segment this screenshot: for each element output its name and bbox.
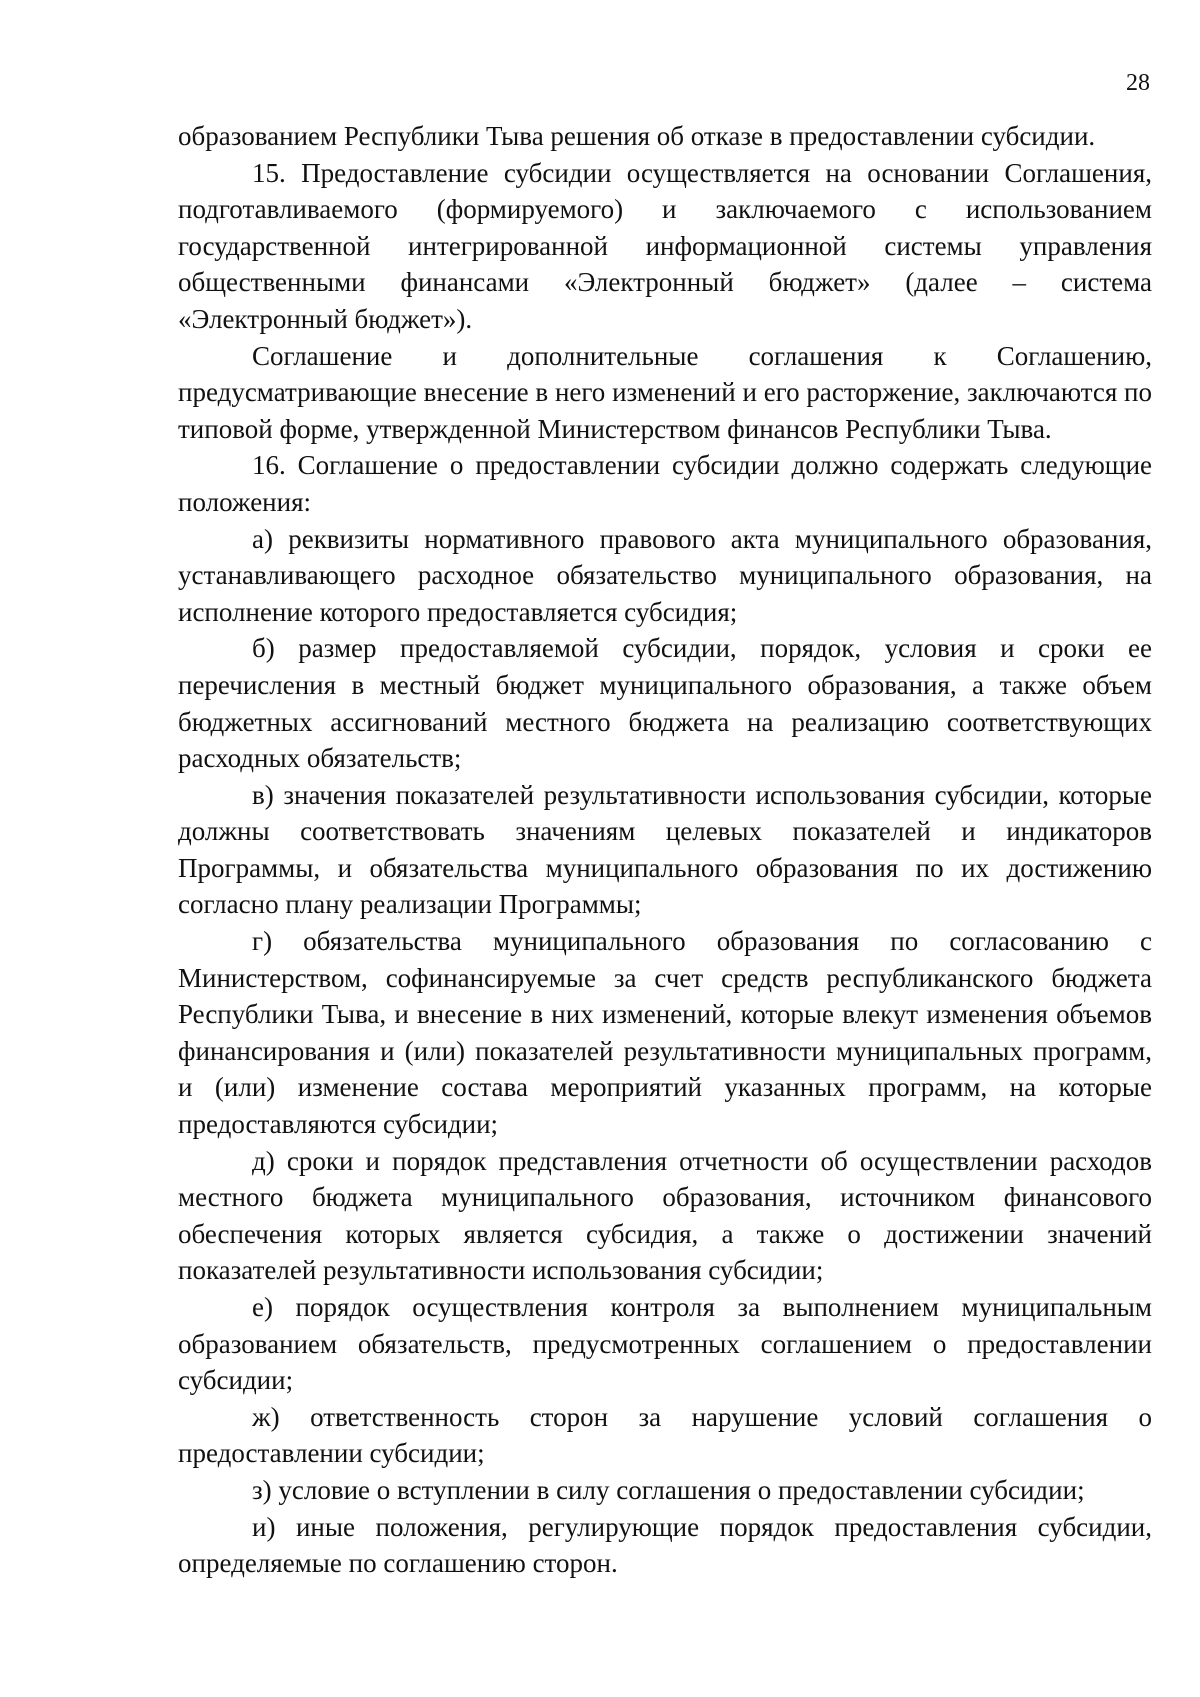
list-item-d: д) сроки и порядок представления отчетности об осуществлении расходов местного бюджета муниципального образования, источником финансового обеспечения которых является субсидия, а также о достижении значений показателей результативности использования субсидии; <box>178 1145 1152 1286</box>
page-number: 28 <box>1126 70 1150 96</box>
list-item-i: и) иные положения, регулирующие порядок предоставления субсидии, определяемые по соглашению сторон. <box>178 1511 1152 1579</box>
list-item-z: з) условие о вступлении в силу соглашения о предоставлении субсидии; <box>252 1474 1085 1505</box>
paragraph-continuation: образованием Республики Тыва решения об отказе в предоставлении субсидии. <box>178 121 1096 151</box>
paragraph-clause-15: 15. Предоставление субсидии осуществляется на основании Соглашения, подготавливаемого (формируемого) и заключаемого с использованием государственной интегрированной информационной системы управления общественными финансами «Электронный бюджет» (далее – система «Электронный бюджет»). <box>178 157 1152 334</box>
list-item-v: в) значения показателей результативности использования субсидии, которые должны соответствовать значениям целевых показателей и индикаторов Программы, и обязательства муниципального образования по их достижению согласно плану реализации Программы; <box>178 779 1152 920</box>
list-item-e: е) порядок осуществления контроля за выполнением муниципальным образованием обязательств, предусмотренных соглашением о предоставлении субсидии; <box>178 1292 1152 1396</box>
paragraph-clause-16: 16. Соглашение о предоставлении субсидии должно содержать следующие положения: <box>178 450 1152 517</box>
list-item-b: б) размер предоставляемой субсидии, порядок, условия и сроки ее перечисления в местный бюджет муниципального образования, а также объем бюджетных ассигнований местного бюджета на реализацию соответствующих расходных обязательств; <box>178 633 1152 774</box>
document-body <box>178 118 1152 1582</box>
list-item-a: а) реквизиты нормативного правового акта муниципального образования, устанавливающего расходное обязательство муниципального образования, на исполнение которого предоставляется субсидия; <box>178 523 1152 627</box>
paragraph-agreement-form: Соглашение и дополнительные соглашения к Соглашению, предусматривающие внесение в него изменений и его расторжение, заключаются по типовой форме, утвержденной Министерством финансов Республики Тыва. <box>178 340 1152 444</box>
list-item-zh: ж) ответственность сторон за нарушение условий соглашения о предоставлении субсидии; <box>178 1401 1152 1469</box>
list-item-g: г) обязательства муниципального образования по согласованию с Министерством, софинансируемые за счет средств республиканского бюджета Республики Тыва, и внесение в них изменений, которые влекут изменения объемов финансирования и (или) показателей результативности муниципальных программ, и (или) изменение состава мероприятий указанных программ, на которые предоставляются субсидии; <box>178 926 1152 1140</box>
